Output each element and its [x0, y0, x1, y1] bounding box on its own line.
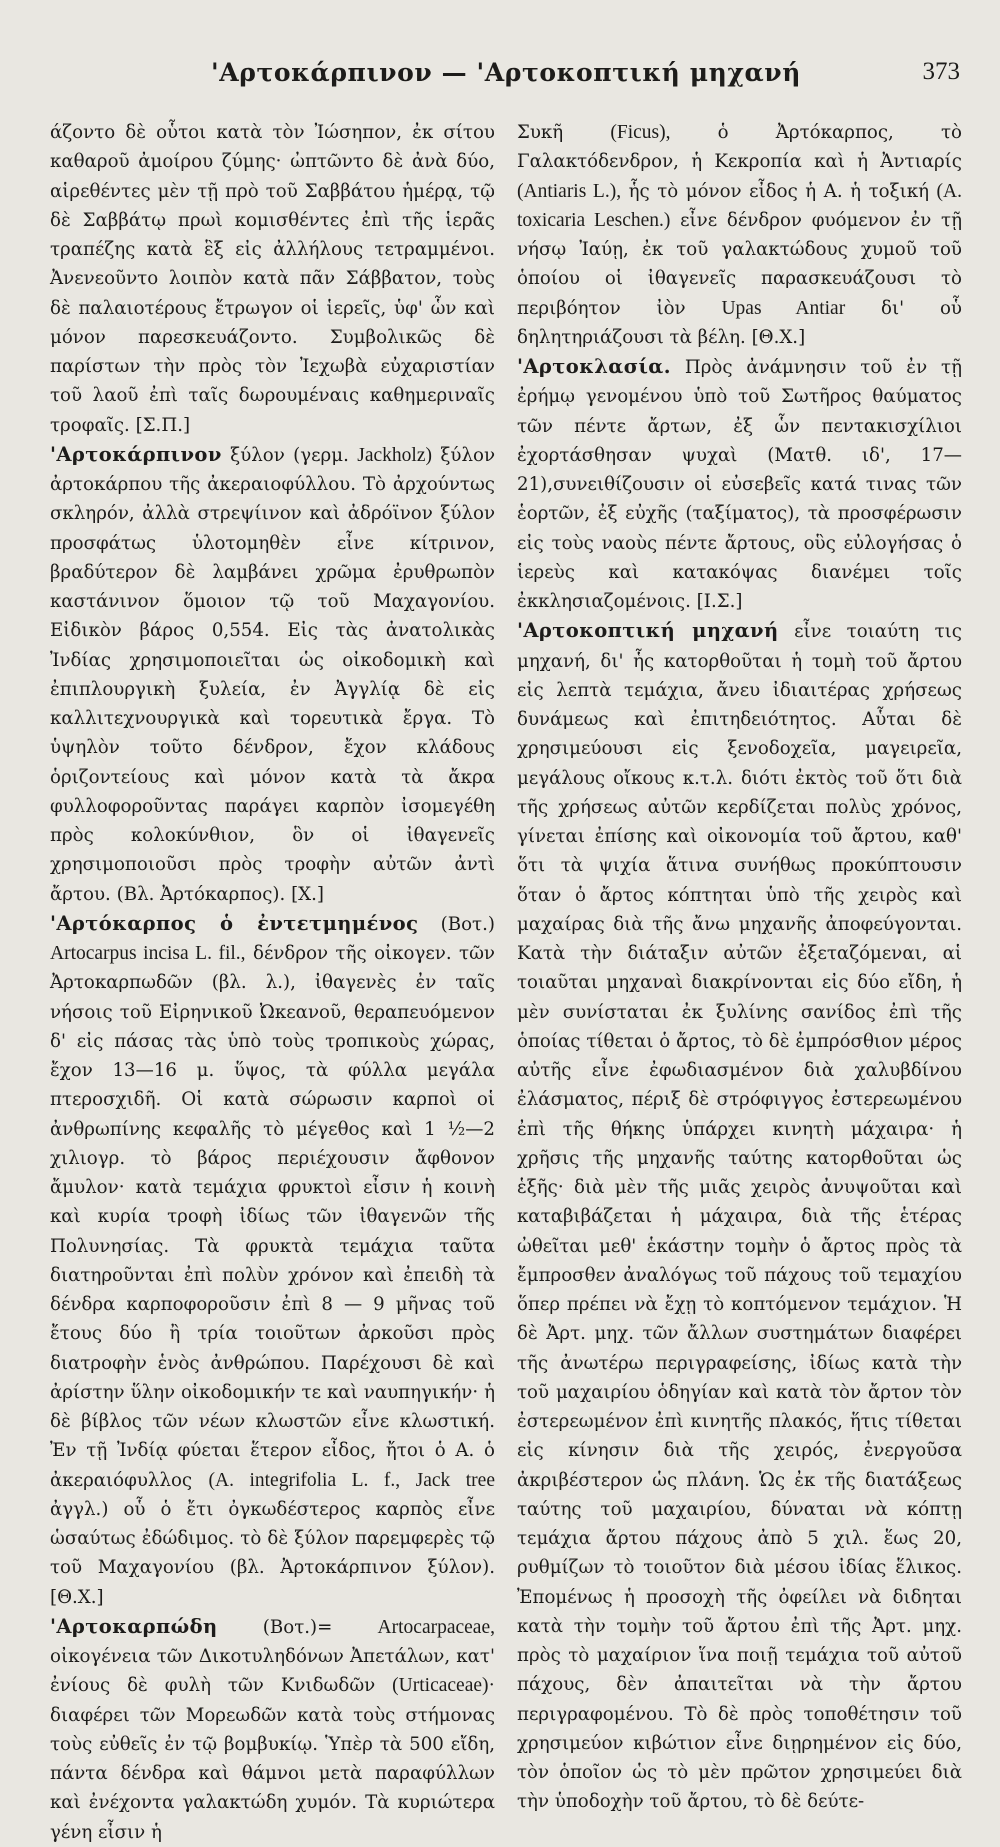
entry-text: (Βοτ.)= — [262, 1616, 333, 1638]
entry-text: εἶνε τοιαύτη τις μηχανή, δι' ἧς κατορθοῦται ἡ τομὴ τοῦ ἄρτου εἰς λεπτὰ τεμάχια, ἄνευ ἰδιαιτέρας χρήσεως δυνάμεως καὶ ἐπιτηδειότητος. Αὗται δὲ χρησιμεύουσι εἰς ξενοδοχεῖα, μαγειρεῖα, μεγάλους οἴκους κ.τ.λ. διότι ἐκτὸς τοῦ ὅτι διὰ τῆς χρήσεως αὐτῶν κερδίζεται πολὺς χρόνος, γίνεται ἐπίσης καὶ οἰκονομία τοῦ ἄρτου, καθ' ὅτι τὰ ψιχία ἅτινα συνήθως προκύπτουσιν ὅταν ὁ ἄρτος κόπτηται ὑπὸ τῆς χειρὸς καὶ μαχαίρας διὰ τῆς ἄνω μηχανῆς ἀποφεύγονται. Κατὰ τὴν διάταξιν αὐτῶν ἐξεταζόμεναι, αἱ τοιαῦται μηχαναὶ διακρίνονται εἰς δύο εἴδη, ἡ μὲν συνίσταται ἐκ ξυλίνης σανίδος ἐπὶ τῆς ὁποίας τίθεται ὁ ἄρτος, τὸ δὲ ἐμπρόσθιον μέρος αὐτῆς εἶνε ἐφωδιασμένον διὰ χαλυβδίνου ἐλάσματος, πέριξ δὲ στρόφιγγος ἐστερεωμένου ἐπὶ τῆς θήκης ὑπάρχει κινητὴ μάχαιρα· ἡ χρῆσις τῆς μηχανῆς ταύτης κατορθοῦται ὡς ἑξῆς· διὰ μὲν τῆς μιᾶς χειρὸς ἀνυψοῦται καὶ καταβιβάζεται ἡ μάχαιρα, διὰ τῆς ἑτέρας ὠθεῖται μεθ' ἑκάστην τομὴν ὁ ἄρτος πρὸς τὰ ἔμπροσθεν ἀναλόγως τοῦ πάχους τοῦ τεμαχίου ὅπερ πρέπει νὰ ἔχῃ τὸ κοπτόμενον τεμάχιον. Ἡ δὲ Ἀρτ. μηχ. τῶν ἄλλων συστημάτων διαφέρει τῆς ἀνωτέρω περιγραφείσης, ἰδίως κατὰ τὴν τοῦ μαχαιρίου ὁδηγίαν καὶ κατὰ τὸν ἄρτον τὸν ἐστερεωμένον ἐπὶ κινητῆς πλακός, ἥτις τίθεται εἰς κίνησιν διὰ τῆς χειρός, ἐνεργοῦσα ἀκριβέστερον ὡς πλάνη. Ὡς ἐκ τῆς διατάξεως ταύτης τοῦ μαχαιρίου, δύναται νὰ κόπτῃ τεμάχια ἄρτου πάχους ἀπὸ 5 χιλ. ἕως 20, ρυθμίζων τὸ τοιοῦτον διὰ μέσου ἰδίας ἕλικος. Ἐπομένως ἡ προσοχὴ τῆς ὀφείλει νὰ διδηται κατὰ τὴν τομὴν τοῦ ἄρτου ἐπὶ τῆς Ἀρτ. μηχ. πρὸς τὸ μαχαίριον ἵνα ποιῇ τεμάχια τοῦ αὐτοῦ πάχους, δὲν ἀπαιτεῖται νὰ τὴν ἄρτου περιγραφομένου. Τὸ δὲ πρὸς τοποθέτησιν τοῦ χρησιμεύον κιβώτιον εἶνε διῃρημένον εἰς δύο, τὸν ὁποῖον ὡς τὸ μὲν πρῶτον χρησιμεύει διὰ τὴν ὑποδοχὴν τοῦ ἄρτου, τὸ δὲ δεύτε- — [517, 621, 962, 1813]
page-number: 373 — [922, 58, 960, 85]
entry-latin: Artocarpaceae, — [377, 1616, 495, 1638]
entry-latin: (A. integrifolia L. f., Jack tree — [208, 1469, 495, 1491]
entry-text: Συκῆ — [517, 122, 564, 143]
entry-latin: Artocarpus incisa L. fil., — [50, 943, 246, 964]
entry-artokarpinon — [50, 440, 495, 909]
text-columns — [50, 118, 962, 1843]
entry-artokarpos-entetmimenos — [50, 909, 495, 1612]
right-column — [517, 118, 962, 1813]
entry-latin: (Antiaris L.), — [517, 180, 622, 202]
entry-text: ξύλον (γερμ. — [230, 444, 349, 466]
entry-text: εἶνε δένδρον φυόμενον ἐν τῇ νήσῳ Ἰαύῃ, ἐκ τοῦ γαλακτώδους χυμοῦ τοῦ ὁποίου οἱ ἰθαγενεῖς παρασκευάζουσι τὸ περιβόητον ἰὸν — [517, 209, 962, 319]
entry-latin: (A. toxicaria Leschen.) — [517, 180, 962, 231]
entry-artoklasia — [517, 352, 962, 616]
page-header-title: 'Αρτοκάρπινον — 'Αρτοκοπτική μηχανή — [210, 58, 802, 87]
entry-headword: 'Αρτοκοπτική μηχανή — [517, 619, 779, 643]
entry-headword: 'Αρτοκαρπώδη — [50, 1614, 218, 1638]
entry-latin: Jackholz) — [357, 444, 432, 466]
paragraph-continued: άζοντο δὲ οὗτοι κατὰ τὸν Ἰώσηπον, ἐκ σίτου καθαροῦ ἀμοίρου ζύμης· ὠπτῶντο δὲ ἀνὰ δύο, αἱρεθέντες μὲν τῇ πρὸ τοῦ Σαββάτου ἡμέρᾳ, τῷ δὲ Σαββάτῳ πρωὶ κομισθέντες ἐπὶ τῆς ἱερᾶς τραπέζης κατὰ ἓξ εἰς ἀλλήλους τετραμμένοι. Ἀνενεοῦντο λοιπὸν κατὰ πᾶν Σάββατον, τοὺς δὲ παλαιοτέρους ἔτρωγον οἱ ἱερεῖς, ὑφ' ὧν καὶ μόνον παρεσκευάζοντο. Συμβολικῶς δὲ παρίστων τὴν πρὸς τὸν Ἰεχωβὰ εὐχαριστίαν τοῦ λαοῦ ἐπὶ ταῖς δωρουμέναις καθημεριναῖς τροφαῖς. [Σ.Π.] — [50, 122, 495, 436]
entry-text: ξύλον ἀρτοκάρπου τῆς ἀκεραιοφύλλου. Τὸ ἀρχούντως σκληρόν, ἀλλὰ στρεψίινον καὶ ἀδρόϊνον ξύλον προσφάτως ὑλοτομηθὲν εἶνε κίτρινον, βραδύτερον δὲ λαμβάνει χρῶμα ἐρυθρωπὸν καστάνινον ὅμοιον τῷ τοῦ Μαχαγονίου. Εἰδικὸν βάρος 0,554. Εἰς τὰς ἀνατολικὰς Ἰνδίας χρησιμοποιεῖται ὡς οἰκοδομικὴ καὶ ἐπιπλουργικὴ ξυλεία, ἐν Ἀγγλίᾳ δὲ εἰς καλλιτεχνουργικὰ καὶ τορευτικὰ ἔργα. Τὸ ὑψηλὸν τοῦτο δένδρον, ἔχον κλάδους ὁριζοντείους καὶ μόνον κατὰ τὰ ἄκρα φυλλοφοροῦντας παράγει καρπὸν ἰσομεγέθη πρὸς κολοκύνθιον, ὃν οἱ ἰθαγενεῖς χρησιμοποιοῦσι πρὸς τροφὴν αὐτῶν ἀντὶ ἄρτου. (Βλ. Ἀρτόκαρπος). [Χ.] — [50, 444, 495, 905]
entry-text: (Βοτ.) — [440, 913, 495, 935]
entry-artokoptiki-michani — [517, 616, 962, 1816]
entry-latin: Upas Antiar — [721, 297, 846, 319]
entry-text: ὁ Ἀρτόκαρπος, τὸ Γαλακτόδενδρον, ἡ Κεκροπία καὶ ἡ Ἀντιαρίς — [517, 122, 962, 173]
entry-text: Πρὸς ἀνάμνησιν τοῦ ἐν τῇ ἐρήμῳ γενομένου ὑπὸ τοῦ Σωτῆρος θαύματος τῶν πέντε ἄρτων, ἐξ ὧν πεντακισχίλιοι ἐχορτάσθησαν ψυχαὶ (Ματθ. ιδ', 17—21),συνειθίζουσιν οἱ εὐσεβεῖς κατά τινας τῶν ἑορτῶν, ἐξ εὐχῆς (ταξίματος), τὰ προσφέρωσιν εἰς τοὺς ναοὺς πέντε ἄρτους, οὓς εὐλογήσας ὁ ἱερεὺς καὶ κατακόψας διανέμει τοῖς ἐκκλησιαζομένοις. [Ι.Σ.] — [517, 357, 962, 612]
entry-headword: 'Αρτοκλασία. — [517, 355, 671, 378]
entry-text: δι' οὗ δηλητηριάζουσι τὰ βέλη. [Θ.Χ.] — [517, 297, 962, 348]
entry-text: ἀγγλ.) οὗ ὁ ἔτι ὀγκωδέστερος καρπὸς εἶνε ὡσαύτως ἐδώδιμος. τὸ δὲ ξύλον παρεμφερὲς τῷ τοῦ Μαχαγονίου (βλ. Ἀρτοκάρπινον ξύλον). [Θ.Χ.] — [50, 1498, 495, 1608]
entry-latin: (Ficus), — [610, 122, 671, 143]
entry-latin: (Urticaceae)· — [392, 1675, 495, 1697]
entry-text: διαφέρει τῶν Μορεωδῶν κατὰ τοὺς στήμονας τοὺς εὐθεῖς ἐν τῷ βομβυκίῳ. Ὑπὲρ τὰ 500 εἴδη, πάντα δένδρα καὶ θάμνοι μετὰ παραφύλλων καὶ ἐνέχοντα γαλακτώδη χυμόν. Τὰ κυριώτερα γένη εἶσιν ἡ — [50, 1704, 495, 1843]
entry-headword: 'Αρτοκάρπινον — [50, 442, 222, 466]
entry-headword: 'Αρτόκαρπος ὁ ἐντετμημένος — [50, 911, 419, 935]
entry-text: δένδρον τῆς οἰκογεν. τῶν Ἀρτοκαρπωδῶν (βλ. λ.), ἰθαγενὲς ἐν ταῖς νήσοις τοῦ Εἰρηνικοῦ Ὠκεανοῦ, θεραπευόμενον δ' εἰς πάσας τὰς ὑπὸ τοὺς τροπικοὺς χώρας, ἔχον 13—16 μ. ὕψος, τὰ φύλλα μεγάλα πτεροσχιδῆ. Οἱ κατὰ σώρωσιν καρποὶ οἱ ἀνθρωπίνης κεφαλῆς τὸ μέγεθος καὶ 1 ½—2 χιλιογρ. τὸ βάρος περιέχουσιν ἄφθονον ἄμυλον· κατὰ τεμάχια φρυκτοὶ εἶσιν ἡ κοινὴ καὶ κυρία τροφὴ ἰδίως τῶν ἰθαγενῶν τῆς Πολυνησίας. Τὰ φρυκτὰ τεμάχια ταῦτα διατηροῦνται ἐπὶ πολὺν χρόνον καὶ ἐπειδὴ τὰ δένδρα καρποφοροῦσιν ἐπὶ 8 — 9 μῆνας τοῦ ἔτους δύο ἢ τρία τοιοῦτων ἀρκοῦσι πρὸς διατροφὴν ἑνὸς ἀνθρώπου. Παρέχουσι δὲ καὶ ἀρίστην ὕλην οἰκοδομικήν τε καὶ ναυπηγικήν· ἡ δὲ βίβλος τῶν νέων κλωστῶν εἶνε κλωστική. Ἐν τῇ Ἰνδίᾳ φύεται ἕτερον εἶδος, ἤτοι ὁ Α. ὁ ἀκεραιόφυλλος — [50, 943, 495, 1491]
entry-text: οἰκογένεια τῶν Δικοτυληδόνων Ἀπετάλων, κατ' ἐνίους δὲ φυλὴ τῶν Κνιδωδῶν — [50, 1646, 495, 1697]
running-header — [52, 58, 960, 98]
entry-text: ἧς τὸ μόνον εἶδος ἡ Α. ἡ τοξική — [628, 180, 929, 202]
left-column — [50, 118, 495, 1843]
paragraph-continued — [517, 118, 962, 352]
entry-artokarpodi — [50, 1612, 495, 1847]
